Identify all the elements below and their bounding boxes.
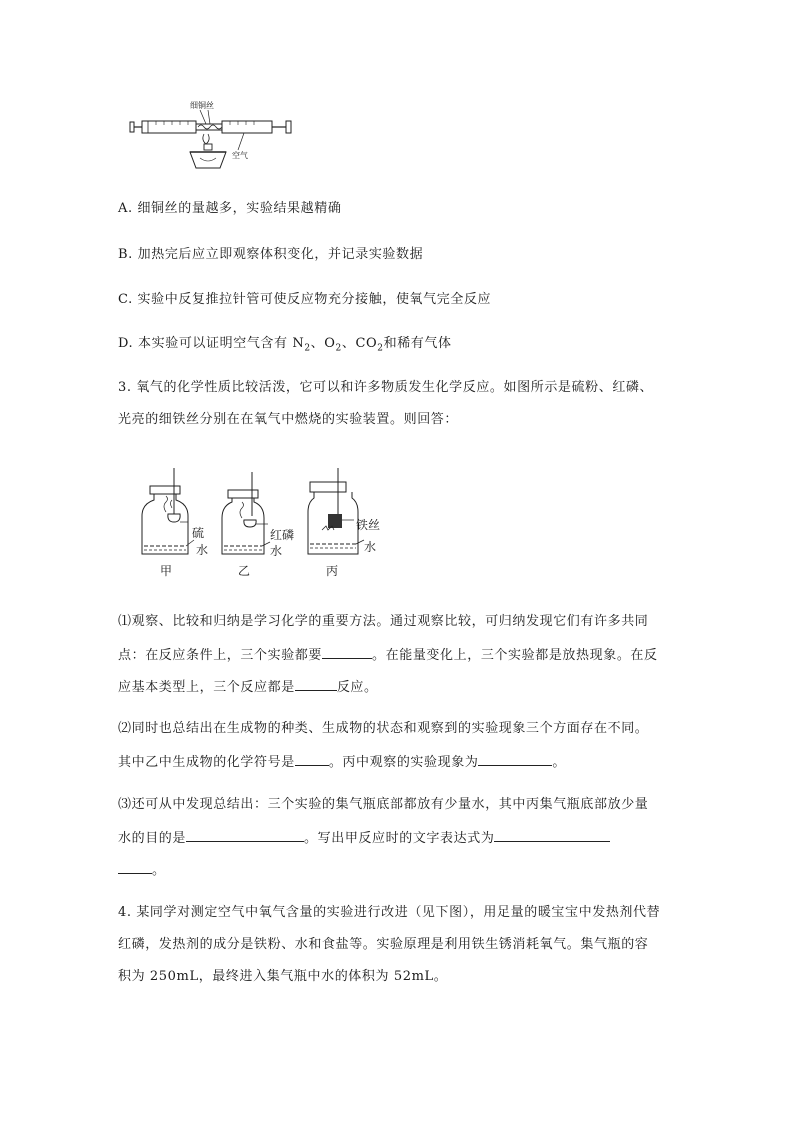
part-3-line-2-a: 水的目的是 xyxy=(118,831,187,846)
jar-2-caption: 乙 xyxy=(238,564,251,578)
part-1-line-2 xyxy=(118,646,678,664)
jar-2 xyxy=(222,472,270,554)
part-1-line-1: ⑴观察、比较和归纳是学习化学的重要方法。通过观察比较，可归纳发现它们有许多共同 xyxy=(118,614,649,629)
question-4-line-2: 红磷，发热剂的成分是铁粉、水和食盐等。实验原理是利用铁生锈消耗氧气。集气瓶的容 xyxy=(118,937,649,952)
answer-blank-word-equation-cont[interactable] xyxy=(118,861,152,874)
jar-1 xyxy=(142,468,194,554)
option-d-sub-o2: 2 xyxy=(335,343,342,354)
answer-blank-reaction-type[interactable] xyxy=(295,678,337,691)
option-b: B. 加热完后应立即观察体积变化，并记录实验数据 xyxy=(118,247,424,262)
answer-blank-reaction-condition[interactable] xyxy=(322,646,372,659)
label-air: 空气 xyxy=(232,151,248,160)
part-2-line-2-c: 。 xyxy=(552,755,567,770)
question-4-line-3: 积为 250mL，最终进入集气瓶中水的体积为 52mL。 xyxy=(118,969,448,984)
jar-1-substance-label: 硫 xyxy=(192,526,205,540)
label-copper-wire: 细铜丝 xyxy=(190,101,214,110)
part-1-line-3 xyxy=(118,678,678,696)
option-c: C. 实验中反复推拉针管可使反应物充分接触，使氧气完全反应 xyxy=(118,292,492,307)
answer-blank-word-equation[interactable] xyxy=(494,829,610,842)
part-2-line-2 xyxy=(118,753,678,771)
part-1-line-3-b: 反应。 xyxy=(336,680,378,695)
part-2-line-1: ⑵同时也总结出在生成物的种类、生成物的状态和观察到的实验现象三个方面存在不同。 xyxy=(118,721,649,736)
jar-3-caption: 丙 xyxy=(326,564,339,578)
answer-blank-phenomenon[interactable] xyxy=(478,753,552,766)
jar-2-substance-label: 红磷 xyxy=(270,528,295,542)
answer-blank-water-purpose[interactable] xyxy=(186,829,304,842)
jar-3-substance-label: 铁丝 xyxy=(356,518,381,532)
part-3-line-3-end: 。 xyxy=(152,863,166,878)
question-3-line-2: 光亮的细铁丝分别在在氧气中燃烧的实验装置。则回答： xyxy=(118,412,459,427)
option-d xyxy=(118,336,678,352)
jar-1-water-label: 水 xyxy=(196,543,209,557)
option-a: A. 细铜丝的量越多，实验结果越精确 xyxy=(118,201,342,216)
option-d-sep2: 、CO xyxy=(341,336,378,351)
option-d-sub-co2: 2 xyxy=(377,343,384,354)
part-1-line-2-a: 点：在反应条件上，三个实验都要 xyxy=(118,648,323,663)
jar-3-water-label: 水 xyxy=(364,540,377,554)
part-1-line-2-b: 。在能量变化上，三个实验都是放热现象。在反 xyxy=(372,648,658,663)
option-d-sub-n2: 2 xyxy=(304,343,311,354)
combustion-bottles-figure xyxy=(140,468,400,580)
answer-blank-product-symbol[interactable] xyxy=(295,753,329,766)
part-3-line-3 xyxy=(118,861,678,879)
question-4-line-1: 4. 某同学对测定空气中氧气含量的实验进行改进（见下图），用足量的暖宝宝中发热剂代替 xyxy=(118,905,661,920)
jar-2-water-label: 水 xyxy=(270,544,283,558)
syringe-apparatus-figure xyxy=(126,100,306,180)
option-d-sep1: 、O xyxy=(310,336,336,351)
question-3-line-1: 3. 氧气的化学性质比较活泼，它可以和许多物质发生化学反应。如图所示是硫粉、红磷、 xyxy=(118,380,654,395)
part-2-line-2-b: 。丙中观察的实验现象为 xyxy=(328,755,479,770)
syringe-apparatus-drawing xyxy=(126,100,306,180)
option-d-text: D. 本实验可以证明空气含有 N xyxy=(118,336,305,351)
jar-3 xyxy=(308,468,364,554)
part-3-line-2-b: 。写出甲反应时的文字表达式为 xyxy=(304,831,495,846)
part-2-line-2-a: 其中乙中生成物的化学符号是 xyxy=(118,755,295,770)
part-3-line-1: ⑶还可从中发现总结出：三个实验的集气瓶底部都放有少量水，其中丙集气瓶底部放少量 xyxy=(118,797,649,812)
jar-1-caption: 甲 xyxy=(160,564,173,578)
part-1-line-3-a: 应基本类型上，三个反应都是 xyxy=(118,680,295,695)
part-3-line-2 xyxy=(118,829,678,847)
option-d-end: 和稀有气体 xyxy=(383,336,452,351)
